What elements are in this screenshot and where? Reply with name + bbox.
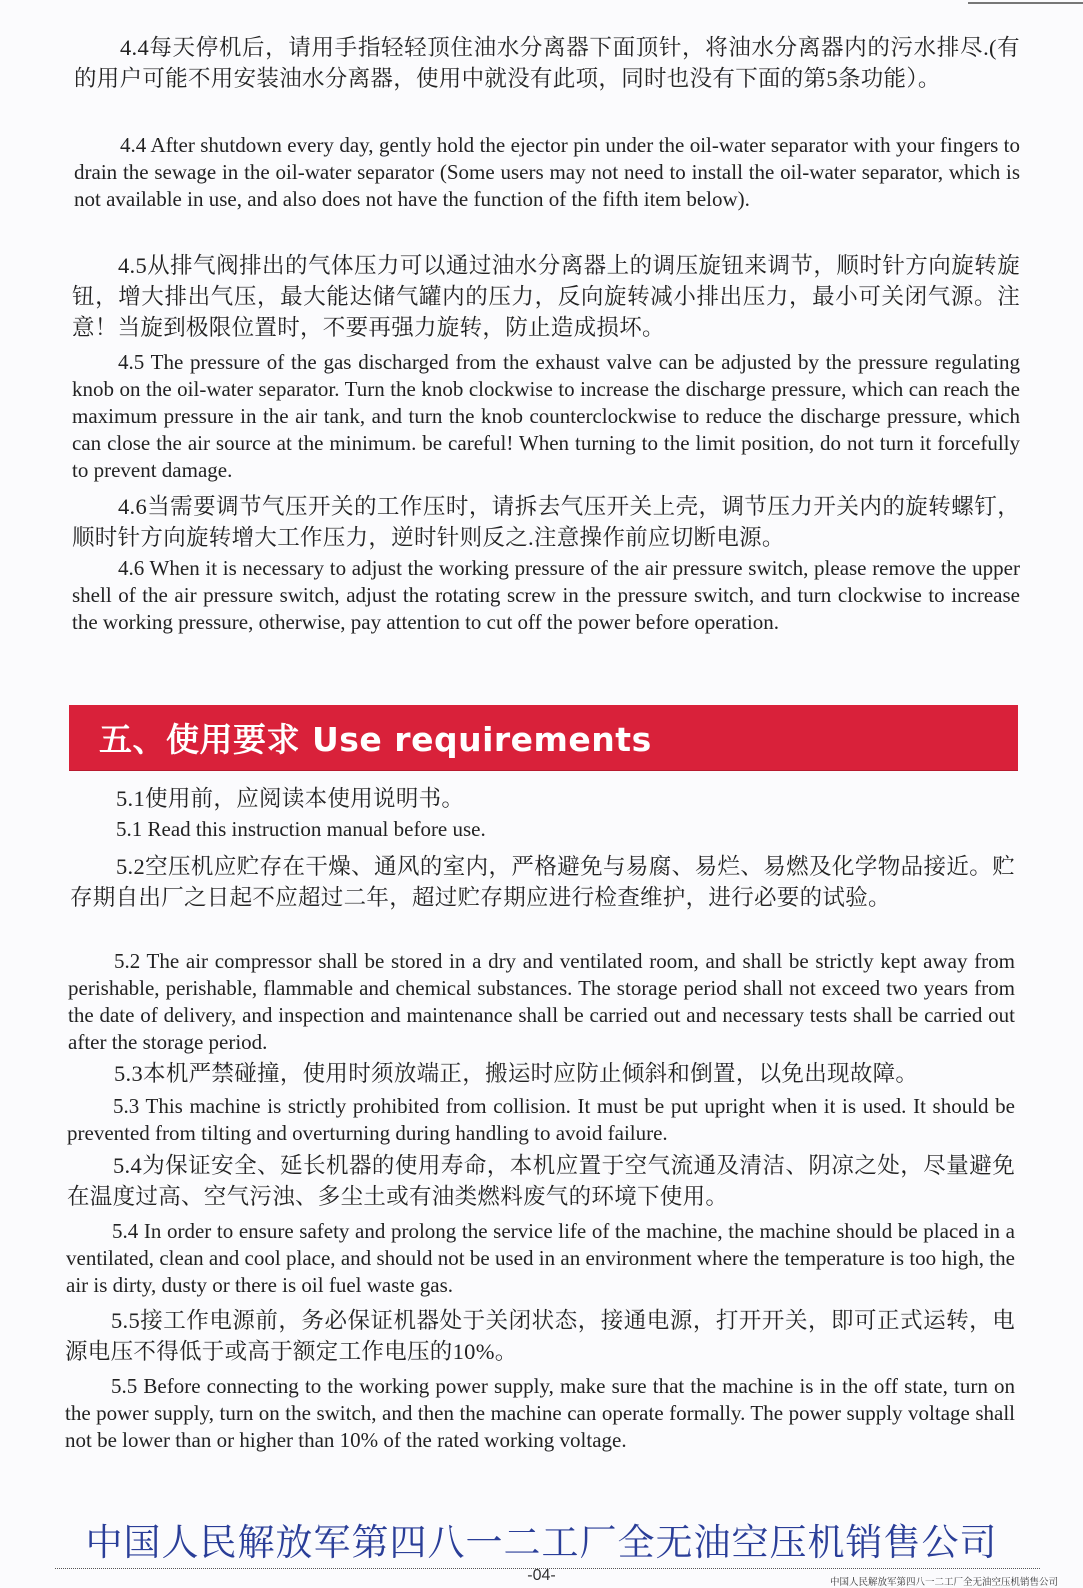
page-number: -04- <box>527 1567 556 1584</box>
paragraph-5-5-zh: 5.5接工作电源前，务必保证机器处于关闭状态，接通电源，打开开关，即可正式运转，电源电压不得低于或高于额定工作电压的10%。 <box>65 1308 1015 1364</box>
paragraph-4-5-zh: 4.5从排气阀排出的气体压力可以通过油水分离器上的调压旋钮来调节，顺时针方向旋转旋钮，增大排出气压，最大能达储气罐内的压力，反向旋转减小排出压力，最小可关闭气源。注意！当旋到极限位置时，不要再强力旋转，防止造成损坏。 <box>72 253 1020 340</box>
paragraph-4-4-zh: 4.4每天停机后，请用手指轻轻顶住油水分离器下面顶针，将油水分离器内的污水排尽.(有的用户可能不用安装油水分离器，使用中就没有此项，同时也没有下面的第5条功能）。 <box>74 35 1020 91</box>
paragraph-5-2-en: 5.2 The air compressor shall be stored in a dry and ventilated room, and shall be strictly kept away from perishable, perishable, flammable and chemical substances. The storage period shall not exceed two years from the date of delivery, and inspection and maintenance shall be carried out and necessary tests shall be carried out after the storage period. <box>68 949 1015 1054</box>
paragraph-5-2-zh: 5.2空压机应贮存在干燥、通风的室内，严格避免与易腐、易烂、易燃及化学物品接近。贮存期自出厂之日起不应超过二年，超过贮存期应进行检查维护，进行必要的试验。 <box>70 854 1015 910</box>
paragraph-5-3-zh: 5.3本机严禁碰撞，使用时须放端正，搬运时应防止倾斜和倒置，以免出现故障。 <box>114 1061 919 1086</box>
paragraph-5-1-zh: 5.1使用前，应阅读本使用说明书。 <box>116 786 465 811</box>
paragraph-4-6-zh: 4.6当需要调节气压开关的工作压时，请拆去气压开关上壳，调节压力开关内的旋转螺钉，顺时针方向旋转增大工作压力，逆时针则反之.注意操作前应切断电源。 <box>72 494 1020 550</box>
paragraph-5-4-zh: 5.4为保证安全、延长机器的使用寿命，本机应置于空气流通及清洁、阴凉之处，尽量避免在温度过高、空气污浊、多尘土或有油类燃料废气的环境下使用。 <box>67 1153 1015 1209</box>
paragraph-5-4-en: 5.4 In order to ensure safety and prolong the service life of the machine, the machine should be placed in a ventilated, clean and cool place, and should not be used in an environment where the temperature is too high, the air is dirty, dusty or there is oil fuel waste gas. <box>66 1219 1015 1297</box>
company-name: 中国人民解放军第四八一二工厂全无油空压机销售公司 <box>85 1521 998 1564</box>
paragraph-5-1-en: 5.1 Read this instruction manual before use. <box>116 817 486 841</box>
paragraph-5-5-en: 5.5 Before connecting to the working power supply, make sure that the machine is in the off state, turn on the power supply, turn on the switch, and then the machine can operate formally. The power supply voltage shall not be lower than or higher than 10% of the rated working voltage. <box>65 1374 1015 1452</box>
section-banner <box>69 705 1018 770</box>
footer-company-small: 中国人民解放军第四八一二工厂全无油空压机销售公司 <box>830 1577 1059 1588</box>
paragraph-4-4-en: 4.4 After shutdown every day, gently hold the ejector pin under the oil-water separator with your fingers to drain the sewage in the oil-water separator (Some users may not need to install the oil-water separator, which is not available in use, and also does not have the function of the fifth item below). <box>74 133 1020 211</box>
paragraph-4-6-en: 4.6 When it is necessary to adjust the working pressure of the air pressure switch, please remove the upper shell of the air pressure switch, adjust the rotating screw in the pressure switch, and turn clockwise to increase the working pressure, otherwise, pay attention to cut off the power before operation. <box>72 556 1020 634</box>
paragraph-4-5-en: 4.5 The pressure of the gas discharged from the exhaust valve can be adjusted by the pressure regulating knob on the oil-water separator. Turn the knob clockwise to increase the discharge pressure, which can reach the maximum pressure in the air tank, and turn the knob counterclockwise to reduce the discharge pressure, which can close the air source at the minimum. be careful! When turning to the limit position, do not turn it forcefully to prevent damage. <box>72 350 1020 482</box>
paragraph-5-3-en: 5.3 This machine is strictly prohibited from collision. It must be put upright when it is used. It should be prevented from tilting and overturning during handling to avoid failure. <box>67 1094 1015 1145</box>
section-title: 五、使用要求 Use requirements <box>99 720 652 759</box>
top-rule <box>968 2 1083 4</box>
